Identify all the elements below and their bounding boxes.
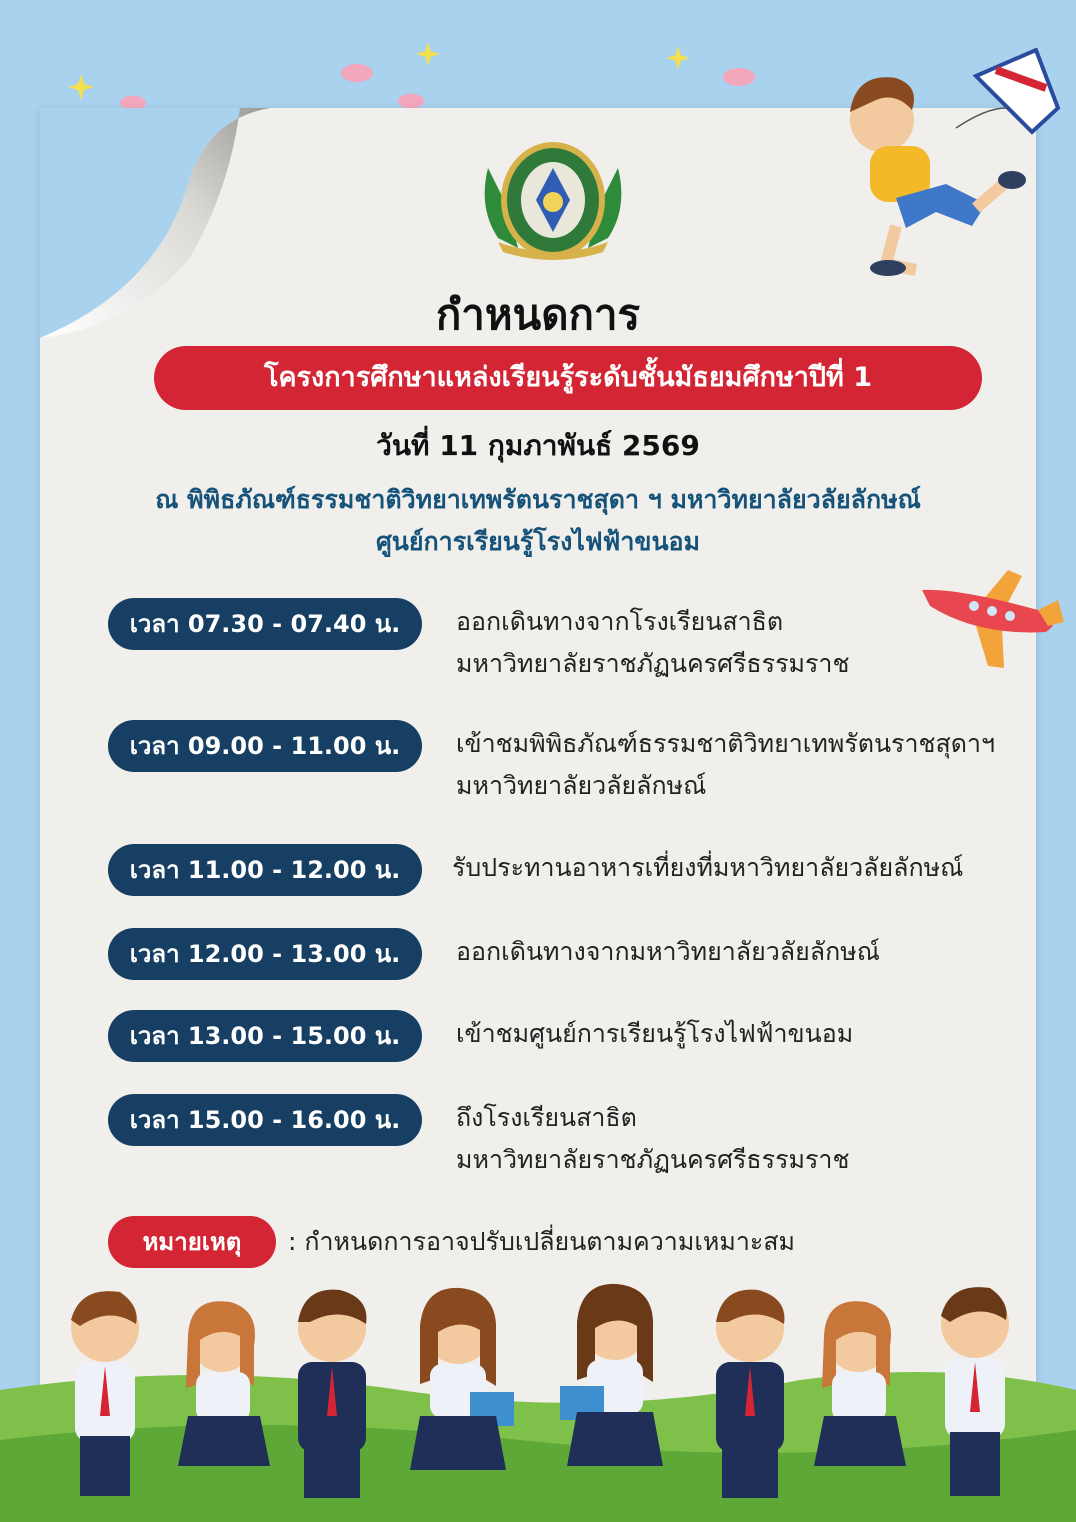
university-seal-icon: [478, 138, 628, 266]
star-icon: [416, 42, 440, 66]
activity-line: มหาวิทยาลัยราชภัฏนครศรีธรรมราช: [456, 649, 850, 678]
time-pill: เวลา 11.00 - 12.00 น.: [108, 844, 422, 896]
note-label: หมายเหตุ: [108, 1216, 276, 1268]
venue-line-2: ศูนย์การเรียนรู้โรงไฟฟ้าขนอม: [375, 527, 701, 556]
time-pill: เวลา 07.30 - 07.40 น.: [108, 598, 422, 650]
activity-line: ออกเดินทางจากมหาวิทยาลัยวลัยลักษณ์: [456, 937, 880, 966]
activity-line: เข้าชมศูนย์การเรียนรู้โรงไฟฟ้าขนอม: [456, 1019, 854, 1048]
page-title: กำหนดการ: [435, 290, 641, 339]
time-pill: เวลา 13.00 - 15.00 น.: [108, 1010, 422, 1062]
activity-line: มหาวิทยาลัยราชภัฏนครศรีธรรมราช: [456, 1145, 850, 1174]
petal-icon: [722, 66, 756, 88]
activity-line: รับประทานอาหารเที่ยงที่มหาวิทยาลัยวลัยลักษณ์: [452, 853, 964, 882]
activity-line: ออกเดินทางจากโรงเรียนสาธิต: [456, 607, 784, 636]
activity-line: ถึงโรงเรียนสาธิต: [456, 1103, 637, 1132]
note-text: : กำหนดการอาจปรับเปลี่ยนตามความเหมาะสม: [288, 1227, 796, 1256]
star-icon: [666, 46, 690, 70]
activity-line: มหาวิทยาลัยวลัยลักษณ์: [456, 771, 707, 800]
time-pill: เวลา 15.00 - 16.00 น.: [108, 1094, 422, 1146]
star-icon: [68, 74, 94, 100]
time-pill: เวลา 09.00 - 11.00 น.: [108, 720, 422, 772]
venue-line-1: ณ พิพิธภัณฑ์ธรรมชาติวิทยาเทพรัตนราชสุดา ฯ มหาวิทยาลัยวลัยลักษณ์: [155, 485, 921, 514]
project-banner: โครงการศึกษาแหล่งเรียนรู้ระดับชั้นมัธยมศึกษาปีที่ 1: [154, 346, 982, 410]
time-pill: เวลา 12.00 - 13.00 น.: [108, 928, 422, 980]
activity-line: เข้าชมพิพิธภัณฑ์ธรรมชาติวิทยาเทพรัตนราชสุดาฯ: [456, 729, 996, 758]
students-group-icon: [40, 1266, 1040, 1516]
event-date: วันที่ 11 กุมภาพันธ์ 2569: [376, 429, 700, 462]
boy-with-kite-icon: [836, 48, 1066, 280]
petal-icon: [340, 62, 374, 84]
